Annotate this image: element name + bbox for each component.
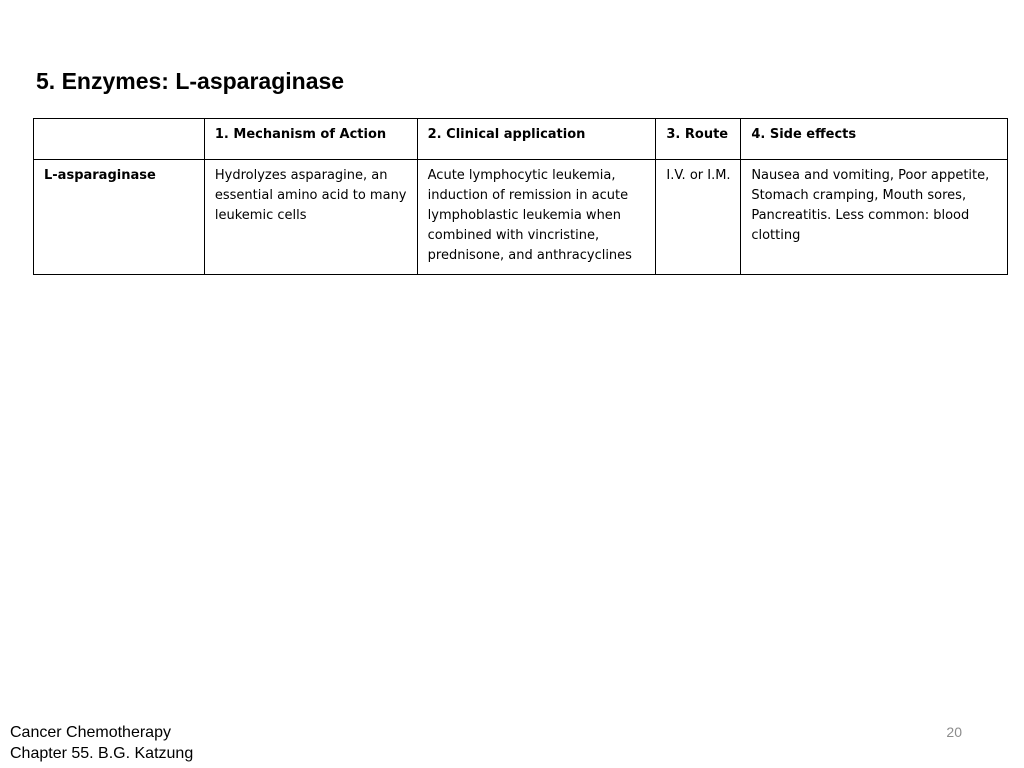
header-cell-mechanism: 1. Mechanism of Action: [204, 119, 417, 160]
drug-name-cell: L-asparaginase: [34, 160, 205, 275]
clinical-application-cell: Acute lymphocytic leukemia, induction of remission in acute lymphoblastic leukemia when combined with vincristine, prednisone, and anthracyclines: [417, 160, 656, 275]
slide-title: 5. Enzymes: L-asparaginase: [36, 68, 345, 94]
header-cell-side-effects: 4. Side effects: [741, 119, 1008, 160]
mechanism-cell: Hydrolyzes asparagine, an essential amino acid to many leukemic cells: [204, 160, 417, 275]
footer-source: [10, 722, 193, 764]
footer-line-1: Cancer Chemotherapy: [10, 724, 171, 741]
drug-table: [33, 118, 1008, 275]
footer-line-2: Chapter 55. B.G. Katzung: [10, 745, 194, 762]
route-cell: I.V. or I.M.: [656, 160, 741, 275]
table-row: [34, 160, 1008, 275]
header-cell-empty: [34, 119, 205, 160]
header-cell-clinical-application: 2. Clinical application: [417, 119, 656, 160]
table-header-row: [34, 119, 1008, 160]
page-number: 20: [946, 724, 962, 740]
side-effects-cell: Nausea and vomiting, Poor appetite, Stomach cramping, Mouth sores, Pancreatitis. Less common: blood clotting: [741, 160, 1008, 275]
header-cell-route: 3. Route: [656, 119, 741, 160]
